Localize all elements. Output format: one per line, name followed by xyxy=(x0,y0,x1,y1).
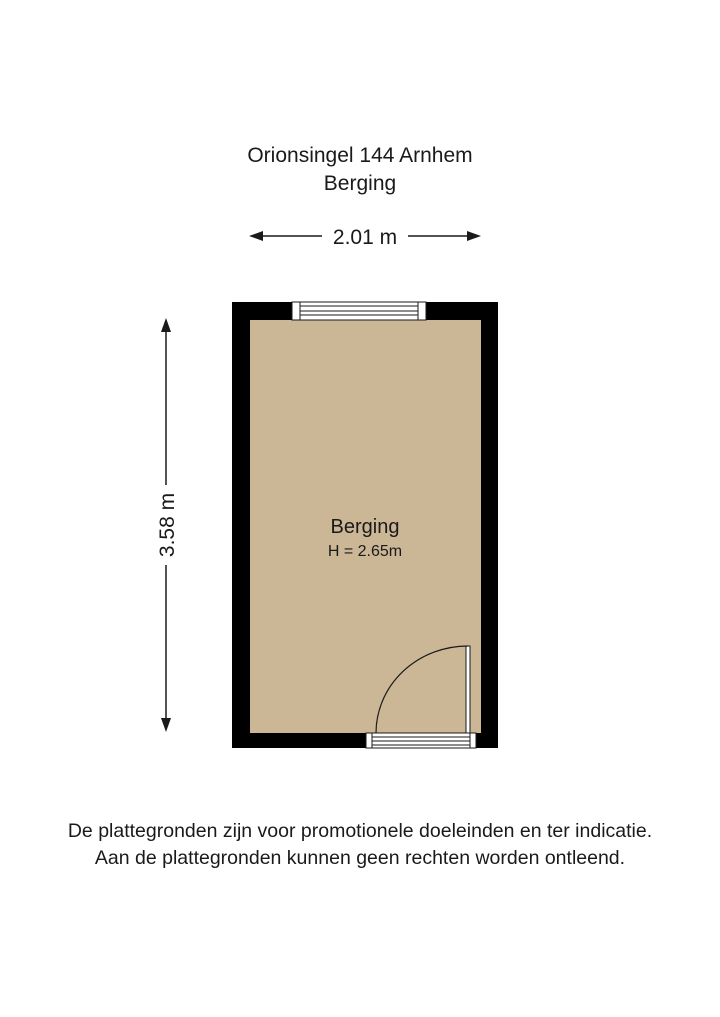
disclaimer-line-1: De plattegronden zijn voor promotionele doeleinden en ter indicatie. xyxy=(67,820,653,842)
arrow-left-icon xyxy=(249,231,263,241)
height-dimension xyxy=(156,318,179,732)
top-window xyxy=(292,302,426,320)
width-dimension xyxy=(249,226,481,249)
arrow-up-icon xyxy=(161,318,171,332)
width-label: 2.01 m xyxy=(332,226,398,249)
disclaimer-line-2: Aan de plattegronden kunnen geen rechten worden ontleend. xyxy=(94,847,626,869)
room-ceiling-height: H = 2.65m xyxy=(327,543,403,560)
plan-address: Orionsingel 144 Arnhem xyxy=(247,144,473,167)
room-name: Berging xyxy=(330,516,400,538)
arrow-down-icon xyxy=(161,718,171,732)
arrow-right-icon xyxy=(467,231,481,241)
door-opening xyxy=(366,733,476,748)
plan-floor-name: Berging xyxy=(323,172,397,195)
height-label: 3.58 m xyxy=(156,492,179,558)
